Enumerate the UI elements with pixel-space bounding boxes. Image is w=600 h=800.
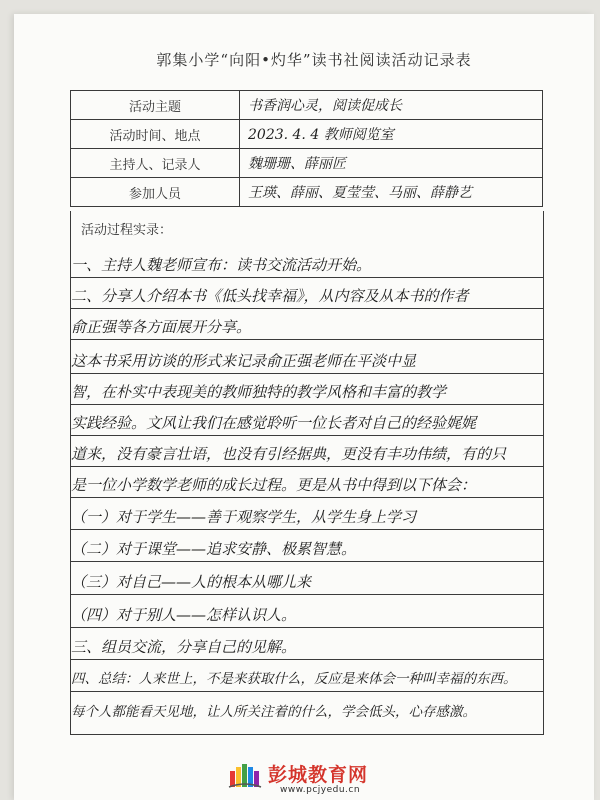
document-title: 郭集小学“向阳•灼华”读书社阅读活动记录表 (156, 51, 472, 69)
record-line (71, 597, 543, 628)
record-line (71, 343, 543, 374)
row-value-theme: 书香润心灵，阅读促成长 (240, 91, 543, 120)
record-line (71, 499, 543, 530)
activity-record-section (70, 211, 544, 735)
record-line (71, 278, 543, 309)
record-line (71, 374, 543, 405)
record-line (71, 247, 543, 278)
record-line-text: 一、主持人魏老师宣布：读书交流活动开始。 (71, 256, 372, 274)
watermark-url: www.pcjyedu.cn (280, 785, 361, 795)
table-row (71, 178, 543, 207)
record-heading: 活动过程实录： (81, 223, 173, 238)
record-line-text: 俞正强等各方面展开分享。 (71, 318, 252, 336)
record-line-text: 是一位小学数学老师的成长过程。更是从书中得到以下体会： (71, 476, 477, 494)
record-line-text: 实践经验。文风让我们在感觉聆听一位长者对自己的经验娓娓 (71, 414, 477, 432)
record-line (71, 531, 543, 562)
watermark-brand: 彭城教育网 (268, 764, 369, 786)
activity-info-table (70, 90, 543, 207)
table-row (71, 149, 543, 178)
row-label-host-recorder: 主持人、记录人 (71, 149, 240, 178)
row-value-participants: 王瑛、薛丽、夏莹莹、马丽、薛静艺 (240, 178, 543, 207)
record-line-text: 道来，没有豪言壮语，也没有引经据典，更没有丰功伟绩，有的只 (71, 445, 507, 463)
record-line-text: （二）对于课堂——追求安静、极累智慧。 (71, 540, 357, 558)
record-line (71, 467, 543, 498)
record-line-text: 智，在朴实中表现美的教师独特的教学风格和丰富的教学 (71, 383, 447, 401)
table-row (71, 120, 543, 149)
row-value-time-place: 2023. 4. 4 教师阅览室 (240, 120, 543, 149)
book-logo-icon (228, 763, 262, 789)
record-line (71, 436, 543, 467)
record-line-text: （四）对于别人——怎样认识人。 (71, 606, 297, 624)
record-line (71, 564, 543, 595)
record-line-text: 三、组员交流，分享自己的见解。 (71, 638, 297, 656)
record-line (71, 661, 543, 692)
table-row (71, 91, 543, 120)
record-line-text: 这本书采用访谈的形式来记录俞正强老师在平淡中显 (71, 352, 417, 370)
record-line-text: 每个人都能看天见地，让人所关注着的什么，学会低头，心存感激。 (71, 704, 476, 720)
record-line-text: 二、分享人介绍本书《低头找幸福》，从内容及从本书的作者 (71, 287, 469, 305)
record-line (71, 309, 543, 340)
record-line (71, 694, 543, 725)
row-label-time-place: 活动时间、地点 (71, 120, 240, 149)
record-line-text: 四、总结：人来世上，不是来获取什么，反应是来体会一种叫幸福的东西。 (71, 671, 517, 687)
row-label-participants: 参加人员 (71, 178, 240, 207)
row-label-theme: 活动主题 (71, 91, 240, 120)
paper-sheet (14, 14, 594, 800)
site-watermark (228, 760, 388, 798)
record-line (71, 405, 543, 436)
record-line-text: （三）对自己——人的根本从哪儿来 (71, 573, 312, 591)
row-value-host-recorder: 魏珊珊、薛丽匠 (240, 149, 543, 178)
record-line (71, 629, 543, 660)
record-line-text: （一）对于学生——善于观察学生，从学生身上学习 (71, 508, 417, 526)
